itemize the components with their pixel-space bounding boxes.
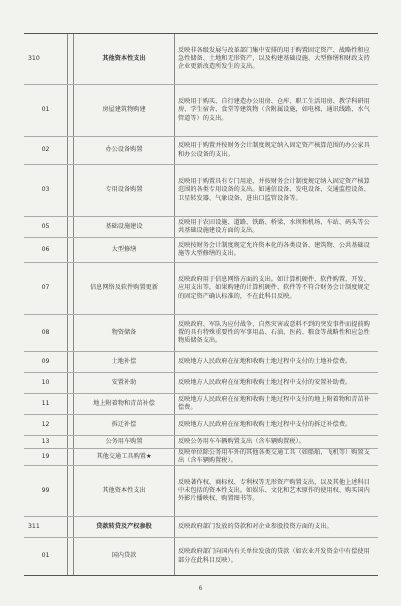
- item-code: 19: [24, 449, 68, 465]
- account-name: 拆迁补偿: [74, 415, 175, 435]
- account-description: 反映单位除公务用车外的其他各类交通工具（如船舶、飞机等）购置支出（含车辆购置税）。: [178, 449, 370, 464]
- account-name: 地上附着物和青苗补偿: [74, 394, 175, 414]
- item-code: 09: [24, 352, 68, 372]
- item-row: [24, 449, 378, 466]
- account-description: 反映政府部门发放的贷款和对企业参股投资方面的支出。: [178, 522, 333, 530]
- account-name: 基础设施建设: [74, 217, 175, 237]
- account-description: 反映政府、军队为应付战争、自然灾害或意料不到的突发事件而提前购置的具有特殊重要性的军事用品、石油、医药、粮食等战略性和应急性物质储备支出。: [178, 320, 370, 345]
- account-name: 信息网络及软件购置更新: [74, 263, 175, 314]
- item-row: [24, 315, 378, 352]
- account-name: 公务用车购置: [74, 436, 175, 448]
- account-description: 反映用于购置具有专门用途、并按财务会计制度规定纳入固定资产核算范围的各类专用设备的支出。如通信设备、发电设备、交通监控设备、卫星转发器、气象设备、进出口监管设备等。: [178, 178, 370, 202]
- item-code: 08: [24, 315, 68, 351]
- page-number: 6: [198, 585, 203, 592]
- account-name: 办公设备购置: [74, 137, 175, 164]
- category-code: 311: [24, 517, 68, 537]
- item-row: [24, 85, 378, 137]
- account-name: 大型修缮: [74, 238, 175, 262]
- account-name: 其他资本性支出: [74, 34, 175, 84]
- item-row: [24, 165, 378, 217]
- account-name: 其他交通工具购置★: [74, 449, 175, 465]
- item-code: 05: [24, 217, 68, 237]
- item-code: 11: [24, 394, 68, 414]
- account-description: 反映地方人民政府在征地和收购土地过程中支付的地上附着物和青苗补偿费。: [178, 395, 370, 411]
- item-code: 01: [24, 538, 68, 575]
- item-code: 12: [24, 415, 68, 435]
- item-code: 01: [24, 85, 68, 136]
- account-name: 安置补助: [74, 373, 175, 393]
- account-name: 其他资本性支出: [74, 466, 175, 516]
- item-row: [24, 466, 378, 517]
- account-description: 反映地方人民政府在征地和收购土地过程中支付的安置补助费。: [178, 378, 352, 386]
- account-name: 物资储备: [74, 315, 175, 351]
- account-description: 反映非各级发展与改革部门集中安排的用于购置固定资产、战略性和应急性储备、土地和无形资产，以及构建基础设施、大型修缮和财政支持企业更新改造所发生的支出。: [178, 46, 370, 71]
- item-row: [24, 436, 378, 449]
- item-row: [24, 238, 378, 263]
- account-name: 专用设备购置: [74, 165, 175, 216]
- item-code: 10: [24, 373, 68, 393]
- account-table: [24, 33, 378, 576]
- item-row: [24, 394, 378, 415]
- account-description: 反映用于购买、自行建造办公用房、仓库、职工生活用房、教学科研用房、学生宿舍、食堂等建筑物（含附属设施，如电梯、通讯线路、水气管道等）的支出。: [178, 98, 370, 122]
- account-description: 反映公务用车车辆购置支出（含车辆购置税）。: [178, 437, 305, 445]
- item-row: [24, 217, 378, 238]
- account-name: 贷款转贷及产权参股: [74, 517, 175, 537]
- item-code: 03: [24, 165, 68, 216]
- item-code: 02: [24, 137, 68, 164]
- category-row: [24, 517, 378, 538]
- account-name: 国内贷款: [74, 538, 175, 575]
- account-description: 反映用于农田设施、道路、铁路、桥梁、水坝和机场、车站、码头等公共基础设施建设方面的支出。: [178, 218, 370, 234]
- item-code: 06: [24, 238, 68, 262]
- category-row: [24, 34, 378, 85]
- category-code: 310: [24, 34, 68, 84]
- item-code: 07: [24, 263, 68, 314]
- item-row: [24, 137, 378, 165]
- account-description: 反映用于购置并按财务会计制度规定纳入固定资产核算范围的办公家具和办公设备的支出。: [178, 142, 370, 158]
- item-row: [24, 352, 378, 373]
- account-name: 房屋建筑物购建: [74, 85, 175, 136]
- item-row: [24, 415, 378, 436]
- item-row: [24, 373, 378, 394]
- account-description: 反映地方人民政府在征地和收购土地过程中支付的拆迁补偿费。: [178, 420, 352, 428]
- item-code: 99: [24, 466, 68, 516]
- item-code: 13: [24, 436, 68, 448]
- item-row: [24, 263, 378, 315]
- account-description: 反映地方人民政府在征地和收购土地过程中支付的土地补偿费。: [178, 357, 352, 365]
- account-description: 反映政府用于信息网络方面的支出。如计算机硬件、软件购置、开发、应用支出等，如果购建的计算机硬件、软件等不符合财务会计制度规定的固定资产确认标准的，不在此科目反映。: [178, 276, 370, 300]
- account-name: 土地补偿: [74, 352, 175, 372]
- account-description: 反映按财务会计制度规定允许资本化的各类设备、建筑物、公共基础设施等大型修缮的支出。: [178, 241, 370, 257]
- account-description: 反映著作权、商标权、专利权等无形资产购置支出，以及其他上述科目中未包括的资本性支出。如娱乐、文化和艺术原作的使用权、购买国内外影片播映权、购置图书等。: [178, 478, 370, 503]
- item-row: [24, 538, 378, 575]
- account-description: 反映政府部门向国内有关单位发放的贷款（如农业开发资金中有偿使用部分在此科目反映）。: [178, 548, 370, 564]
